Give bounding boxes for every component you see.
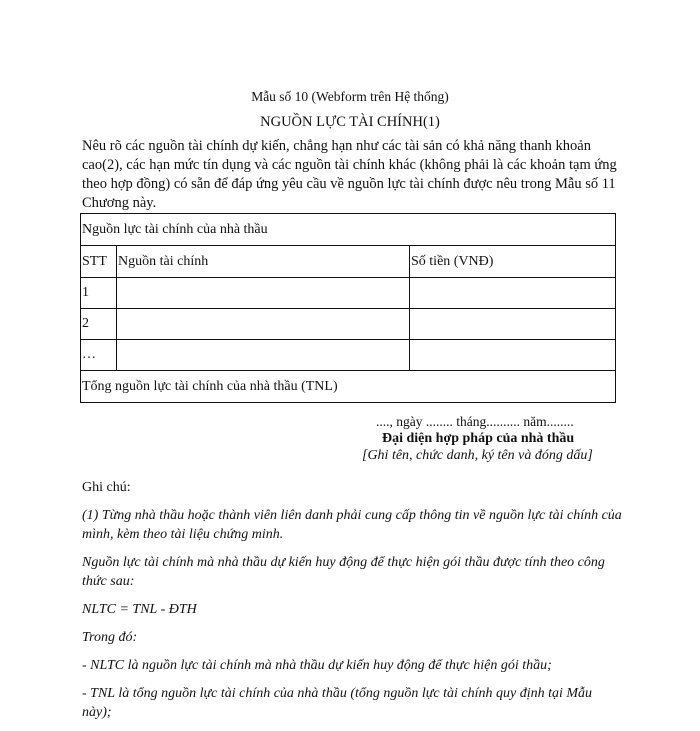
note-paragraph: (1) Từng nhà thầu hoặc thành viên liên danh phải cung cấp thông tin về nguồn lực tài chính của mình, kèm theo tài liệu chứng minh. xyxy=(82,508,622,542)
document-title: NGUỒN LỰC TÀI CHÍNH(1) xyxy=(260,114,440,130)
signature-title: Đại diện hợp pháp của nhà thầu xyxy=(382,431,575,446)
total-row: Tổng nguồn lực tài chính của nhà thầu (TNL) xyxy=(81,371,616,403)
note-paragraph: Nguồn lực tài chính mà nhà thầu dự kiến huy động để thực hiện gói thầu được tính theo công thức sau: xyxy=(82,555,605,589)
row-stt: 2 xyxy=(81,309,117,340)
row-amount xyxy=(410,278,616,309)
table-row xyxy=(81,278,616,309)
header-source: Nguồn tài chính xyxy=(117,246,410,278)
table-row xyxy=(81,340,616,371)
header-stt: STT xyxy=(81,246,117,278)
table-caption: Nguồn lực tài chính của nhà thầu xyxy=(81,214,616,246)
note-paragraph: - NLTC là nguồn lực tài chính mà nhà thầu dự kiến huy động để thực hiện gói thầu; xyxy=(82,658,552,673)
intro-paragraph: Nêu rõ các nguồn tài chính dự kiến, chẳng hạn như các tài sản có khả năng thanh khoản cao(2), các hạn mức tín dụng và các nguồn tài chính khác (không phải là các khoản tạm ứng theo hợp đồng) có sẵn để đáp ứng yêu cầu về nguồn lực tài chính được nêu trong Mẫu số 11 Chương này. xyxy=(82,138,617,211)
row-amount xyxy=(410,309,616,340)
row-source xyxy=(117,309,410,340)
notes-section xyxy=(82,478,622,731)
financial-resources-table xyxy=(80,213,616,403)
formula: NLTC = TNL - ĐTH xyxy=(82,602,197,617)
header-amount: Số tiền (VNĐ) xyxy=(410,246,616,278)
row-stt: … xyxy=(81,340,117,371)
row-amount xyxy=(410,340,616,371)
notes-heading: Ghi chú: xyxy=(82,480,131,495)
table-row xyxy=(81,309,616,340)
row-source xyxy=(117,278,410,309)
row-source xyxy=(117,340,410,371)
signature-note: [Ghi tên, chức danh, ký tên và đóng dấu] xyxy=(362,448,593,463)
signature-date-line: ...., ngày ........ tháng.......... năm........ xyxy=(376,414,574,429)
note-paragraph: - TNL là tổng nguồn lực tài chính của nhà thầu (tổng nguồn lực tài chính quy định tại Mẫu này); xyxy=(82,686,593,720)
note-paragraph: Trong đó: xyxy=(82,630,138,645)
form-number: Mẫu số 10 (Webform trên Hệ thống) xyxy=(251,89,449,104)
row-stt: 1 xyxy=(81,278,117,309)
